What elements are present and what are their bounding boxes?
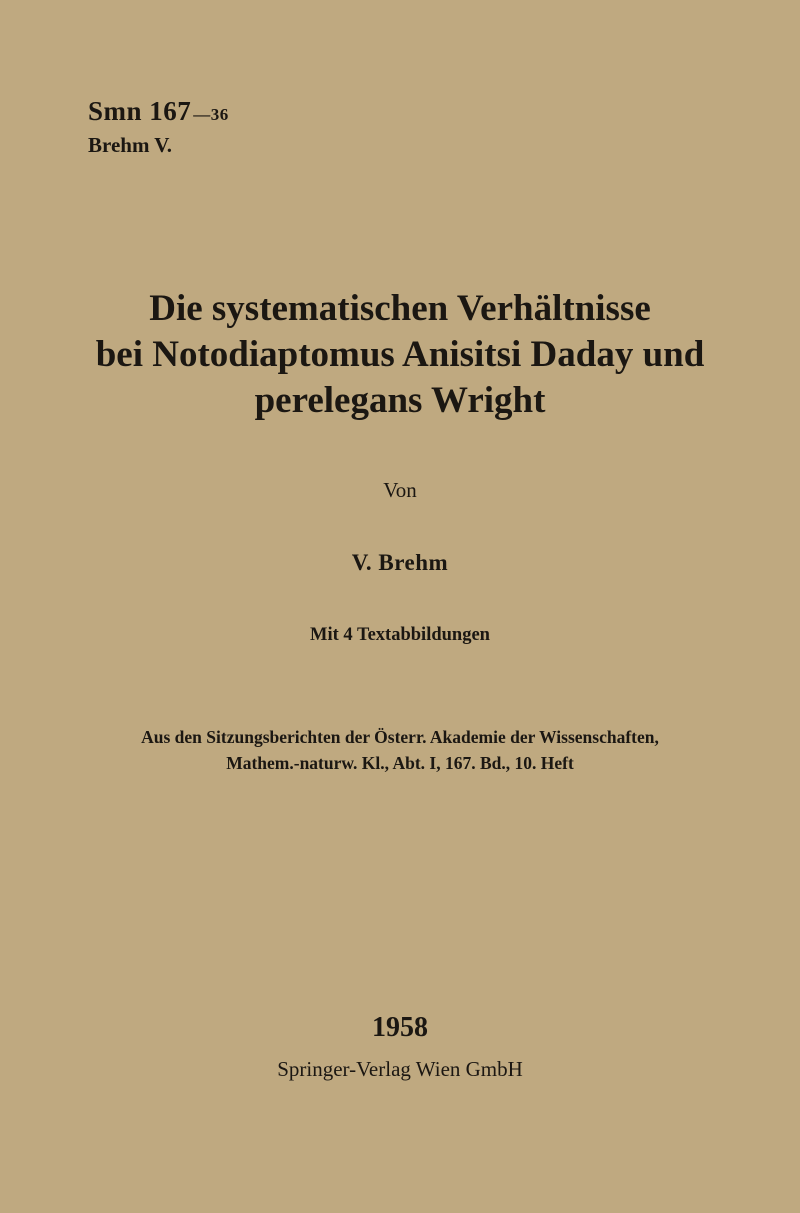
series-code-suffix: —36 <box>193 105 229 124</box>
author-name: V. Brehm <box>351 550 449 575</box>
title-line-1: Die systematischen Verhältnisse <box>149 288 651 329</box>
title-line-3: perelegans Wright <box>254 380 546 421</box>
series-code <box>88 98 229 125</box>
title-line-2: bei Notodiaptomus Anisitsi Daday und <box>95 334 705 375</box>
source-line-2: Mathem.-naturw. Kl., Abt. I, 167. Bd., 10. Heft <box>226 753 574 773</box>
source-line-1: Aus den Sitzungsberichten der Österr. Akademie der Wissenschaften, <box>141 727 659 747</box>
series-code-main: Smn 167 <box>88 96 192 126</box>
figures-note: Mit 4 Textabbildungen <box>310 625 490 645</box>
book-title <box>60 286 740 424</box>
series-block <box>88 98 229 156</box>
publisher-name: Springer-Verlag Wien GmbH <box>277 1057 523 1081</box>
series-author: Brehm V. <box>88 133 173 157</box>
byline-von: Von <box>383 478 417 502</box>
publication-year: 1958 <box>372 1012 428 1043</box>
source-note <box>0 724 800 776</box>
